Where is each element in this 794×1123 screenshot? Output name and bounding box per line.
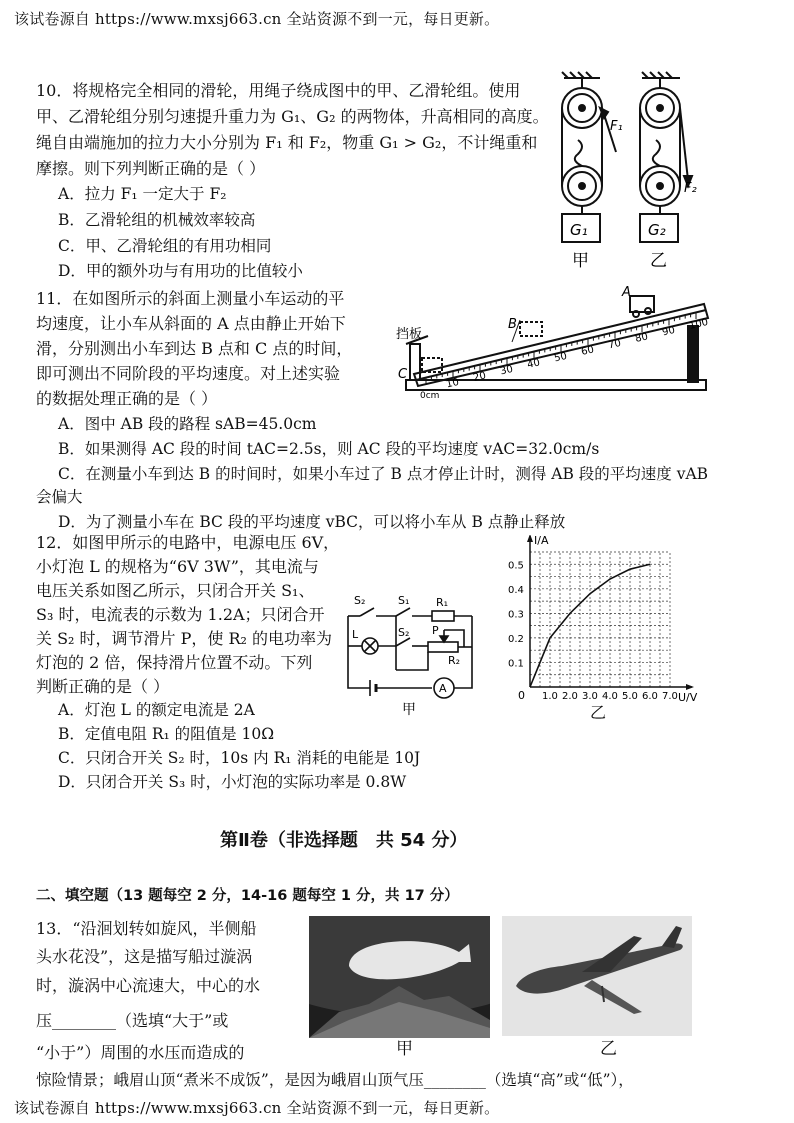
label-jia: 甲: [572, 251, 589, 271]
f1-label: F₁: [610, 119, 623, 134]
q13-line-2: 头水花没”，这是描写船过漩涡: [36, 947, 253, 966]
q13-line-1: 13．“沿洄划转如旋风，半侧船: [36, 919, 257, 938]
q12-line-4: S₃ 时，电流表的示数为 1.2A；只闭合开: [36, 605, 325, 624]
ruler-unit-label: 0cm: [420, 391, 440, 401]
q11-option-d[interactable]: D．为了测量小车在 BC 段的平均速度 vBC，可以将小车从 B 点静止释放: [58, 513, 566, 531]
q13-line-5: “小于”）周围的水压而造成的: [36, 1043, 245, 1062]
q10-line-2: 甲、乙滑轮组分别匀速提升重力为 G₁、G₂ 的两物体，升高相同的高度。: [36, 107, 549, 126]
point-a-label: A: [622, 285, 631, 300]
iv-chart-ylabel: I/A: [534, 535, 549, 547]
f2-label: F₂: [684, 181, 697, 196]
circuit-s1-label: S₁: [398, 594, 410, 607]
pulley-system-jia: [562, 72, 616, 242]
q12-line-2: 小灯泡 L 的规格为“6V 3W”，其电流与: [36, 557, 319, 576]
incline-figure: [392, 282, 718, 406]
q11-line-1: 11．在如图所示的斜面上测量小车运动的平: [36, 289, 345, 308]
q12-line-3: 电压关系如图乙所示，只闭合开关 S₁、: [36, 581, 315, 600]
q11-option-c-cont: 会偏大: [36, 488, 83, 506]
q12-option-c[interactable]: C．只闭合开关 S₂ 时，10s 内 R₁ 消耗的电能是 10J: [58, 749, 421, 767]
ruler-ticks: [426, 313, 696, 384]
pulley-system-yi: [640, 72, 692, 242]
q11-option-b[interactable]: B．如果测得 AC 段的时间 tAC=2.5s，则 AC 段的平均速度 vAC=32.0cm/s: [58, 440, 600, 458]
circuit-s3-label: S₂: [354, 594, 366, 607]
iv-chart-figure-label: 乙: [590, 703, 607, 722]
q13-line-4: 压________（选填“大于”或: [36, 1011, 229, 1030]
g1-label: G₁: [570, 221, 588, 239]
circuit-p-label: P: [432, 624, 439, 637]
circuit-r1-label: R₁: [436, 596, 449, 609]
ruler-tick-label: 30: [499, 363, 515, 378]
circuit-figure-label: 甲: [402, 702, 416, 716]
q12-option-d[interactable]: D．只闭合开关 S₃ 时，小灯泡的实际功率是 0.8W: [58, 773, 407, 791]
x-axis-arrow: [686, 684, 694, 690]
circuit-s2-label: S₂: [398, 626, 410, 639]
q12-line-7: 判断正确的是（ ）: [36, 677, 170, 696]
q11-option-a[interactable]: A．图中 AB 段的路程 sAB=45.0cm: [58, 415, 317, 433]
y-tick-label: 0.3: [508, 609, 524, 621]
q12-option-a[interactable]: A．灯泡 L 的额定电流是 2A: [58, 701, 255, 719]
circuit-l-label: L: [352, 628, 359, 641]
y-tick-label: 0.4: [508, 584, 524, 596]
q10-option-d[interactable]: D．甲的额外功与有用功的比值较小: [58, 262, 303, 280]
ruler-tick-label: 20: [472, 370, 488, 384]
q11-line-5: 的数据处理正确的是（ ）: [36, 389, 218, 408]
ruler-tick-label: 10: [445, 376, 461, 391]
iv-chart-grid: [530, 552, 670, 687]
q10-line-1: 10．将规格完全相同的滑轮，用绳子绕成图中的甲、乙滑轮组。使用: [36, 81, 521, 100]
photo-airplane: [502, 916, 692, 1036]
section-2-title: 第Ⅱ卷（非选择题 共 54 分）: [220, 830, 468, 851]
y-axis-arrow: [527, 535, 533, 542]
iv-chart-xlabel: U/V: [678, 691, 698, 704]
x-tick-label: 4.0: [602, 691, 618, 702]
q11-line-4: 即可测出不同阶段的平均速度。对上述实验: [36, 364, 341, 383]
photo-yi-label: 乙: [600, 1039, 617, 1059]
point-b-label: B: [508, 317, 517, 332]
circuit-diagram: [340, 590, 480, 716]
ruler-tick-label: 80: [634, 331, 650, 345]
q12-line-5: 关 S₂ 时，调节滑片 P，使 R₂ 的电功率为: [36, 629, 333, 648]
page-header: 该试卷源自 https://www.mxsj663.cn 全站资源不到一元，每日更新。: [14, 10, 500, 28]
q11-option-c[interactable]: C．在测量小车到达 B 的时间时，如果小车过了 B 点才停止计时，测得 AB 段的平均速度 vAB: [58, 465, 709, 483]
ruler-tick-label: 70: [607, 337, 623, 352]
q11-line-3: 滑，分别测出小车到达 B 点和 C 点的时间，: [36, 339, 353, 358]
iv-chart-axes: [527, 535, 694, 690]
iv-chart-origin: 0: [518, 689, 525, 702]
q10-line-3: 绳自由端施加的拉力大小分别为 F₁ 和 F₂，物重 G₁ > G₂，不计绳重和: [36, 133, 538, 152]
x-tick-label: 2.0: [562, 691, 578, 702]
q10-option-b[interactable]: B．乙滑轮组的机械效率较高: [58, 211, 256, 229]
y-tick-label: 0.5: [508, 560, 524, 572]
x-tick-label: 6.0: [642, 691, 658, 702]
pulley-figure: [548, 68, 710, 274]
iv-chart-ticks: [508, 560, 678, 702]
q12-line-1: 12．如图甲所示的电路中，电源电压 6V，: [36, 533, 340, 552]
y-tick-label: 0.1: [508, 658, 524, 670]
ruler-tick-label: 60: [580, 344, 596, 358]
x-tick-label: 5.0: [622, 691, 638, 702]
photo-airship: [309, 916, 490, 1038]
x-tick-label: 1.0: [542, 691, 558, 702]
ruler-tick-label: 100: [688, 316, 710, 332]
q10-line-4: 摩擦。则下列判断正确的是（ ）: [36, 159, 266, 178]
ruler-tick-label: 50: [553, 350, 569, 365]
q13-line-6: 惊险情景；峨眉山顶“煮米不成饭”，是因为峨眉山顶气压________（选填“高”或“低”），: [36, 1071, 634, 1089]
ammeter-label: A: [439, 682, 447, 695]
part-2-title: 二、填空题（13 题每空 2 分，14-16 题每空 1 分，共 17 分）: [36, 888, 459, 904]
y-tick-label: 0.2: [508, 633, 524, 645]
photo-jia-label: 甲: [396, 1039, 413, 1059]
g2-label: G₂: [648, 221, 666, 239]
baffle-label: 挡板: [396, 327, 423, 342]
q10-option-c[interactable]: C．甲、乙滑轮组的有用功相同: [58, 237, 272, 255]
x-tick-label: 3.0: [582, 691, 598, 702]
label-yi: 乙: [650, 251, 667, 271]
q12-line-6: 灯泡的 2 倍，保持滑片位置不动。下列: [36, 653, 313, 672]
q12-option-b[interactable]: B．定值电阻 R₁ 的阻值是 10Ω: [58, 725, 275, 743]
page-footer: 该试卷源自 https://www.mxsj663.cn 全站资源不到一元，每日更新。: [14, 1099, 500, 1117]
q11-line-2: 均速度，让小车从斜面的 A 点由静止开始下: [36, 314, 346, 333]
q10-option-a[interactable]: A．拉力 F₁ 一定大于 F₂: [58, 185, 227, 203]
x-tick-label: 7.0: [662, 691, 678, 702]
ruler-tick-label: 40: [526, 357, 542, 371]
iv-chart: [500, 535, 700, 725]
ruler-tick-label: 90: [661, 324, 677, 339]
q13-line-3: 时，漩涡中心流速大，中心的水: [36, 976, 261, 995]
circuit-r2-label: R₂: [448, 654, 461, 667]
point-c-label: C: [398, 367, 408, 382]
